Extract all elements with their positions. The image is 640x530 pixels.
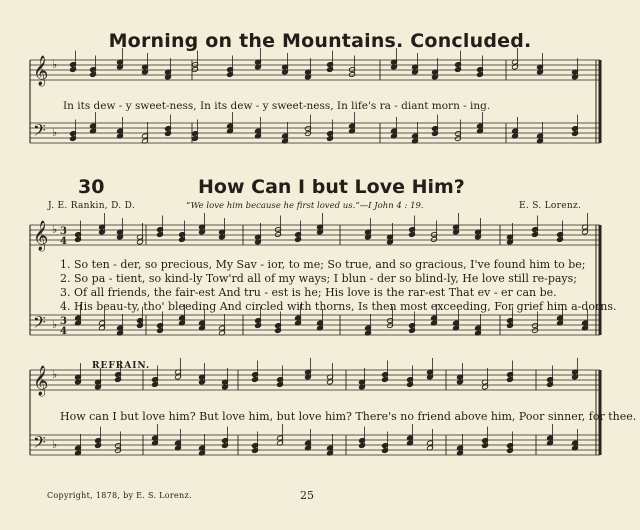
refrain-lyric: How can I but love him? But love him, but love him? There's no friend above him, Poor sinner, for thee.: [60, 410, 637, 423]
time-signature-bottom: 4: [60, 326, 67, 337]
flat-sign-icon: ♭: [52, 126, 58, 139]
bass-clef-icon: 𝄢: [33, 432, 46, 456]
refrain-label: REFRAIN.: [92, 361, 151, 371]
music-system-1: [30, 50, 605, 180]
flat-sign-icon: ♭: [52, 223, 58, 236]
hymn-number: 30: [78, 176, 105, 198]
page-number: 25: [300, 489, 314, 502]
hymn-author: J. E. Rankin, D. D.: [48, 201, 135, 211]
treble-clef-icon: 𝄞: [33, 221, 49, 251]
hymn-composer: E. S. Lorenz.: [519, 201, 582, 211]
time-signature-bottom: 4: [60, 236, 67, 247]
bass-clef-icon: 𝄢: [33, 120, 46, 144]
verse-3: 3. Of all friends, the fair-est And tru - est is he; His love is the rar-est That ev - er can be.: [60, 286, 557, 299]
verse-1: 1. So ten - der, so precious, My Sav - ior, to me; So true, and so gracious, I've found him to be;: [60, 258, 586, 271]
verse-4: 4. His beau-ty, tho' bleeding And circled with thorns, Is then most exceeding, For grief him a-dorns.: [60, 300, 617, 313]
section1-lyric: In its dew - y sweet-ness, In its dew - y sweet-ness, In life's ra - diant morn - ing.: [63, 100, 491, 112]
time-signature-top: 3: [60, 316, 67, 327]
treble-clef-icon: 𝄞: [33, 56, 49, 86]
flat-sign-icon: ♭: [52, 368, 58, 381]
verse-2: 2. So pa - tient, so kind-ly Tow'rd all of my ways; I blun - der so blind-ly, He love still re-pays;: [60, 272, 577, 285]
treble-clef-icon: 𝄞: [33, 366, 49, 396]
section-title: Morning on the Mountains. Concluded.: [108, 30, 532, 52]
copyright-notice: Copyright, 1878, by E. S. Lorenz.: [47, 491, 192, 500]
flat-sign-icon: ♭: [52, 318, 58, 331]
hymn-title: How Can I but Love Him?: [198, 176, 465, 198]
flat-sign-icon: ♭: [52, 438, 58, 451]
time-signature-top: 3: [60, 226, 67, 237]
flat-sign-icon: ♭: [52, 58, 58, 71]
bass-clef-icon: 𝄢: [33, 312, 46, 336]
hymn-epigraph: “We love him because he first loved us.”—I John 4 : 19.: [186, 201, 424, 211]
